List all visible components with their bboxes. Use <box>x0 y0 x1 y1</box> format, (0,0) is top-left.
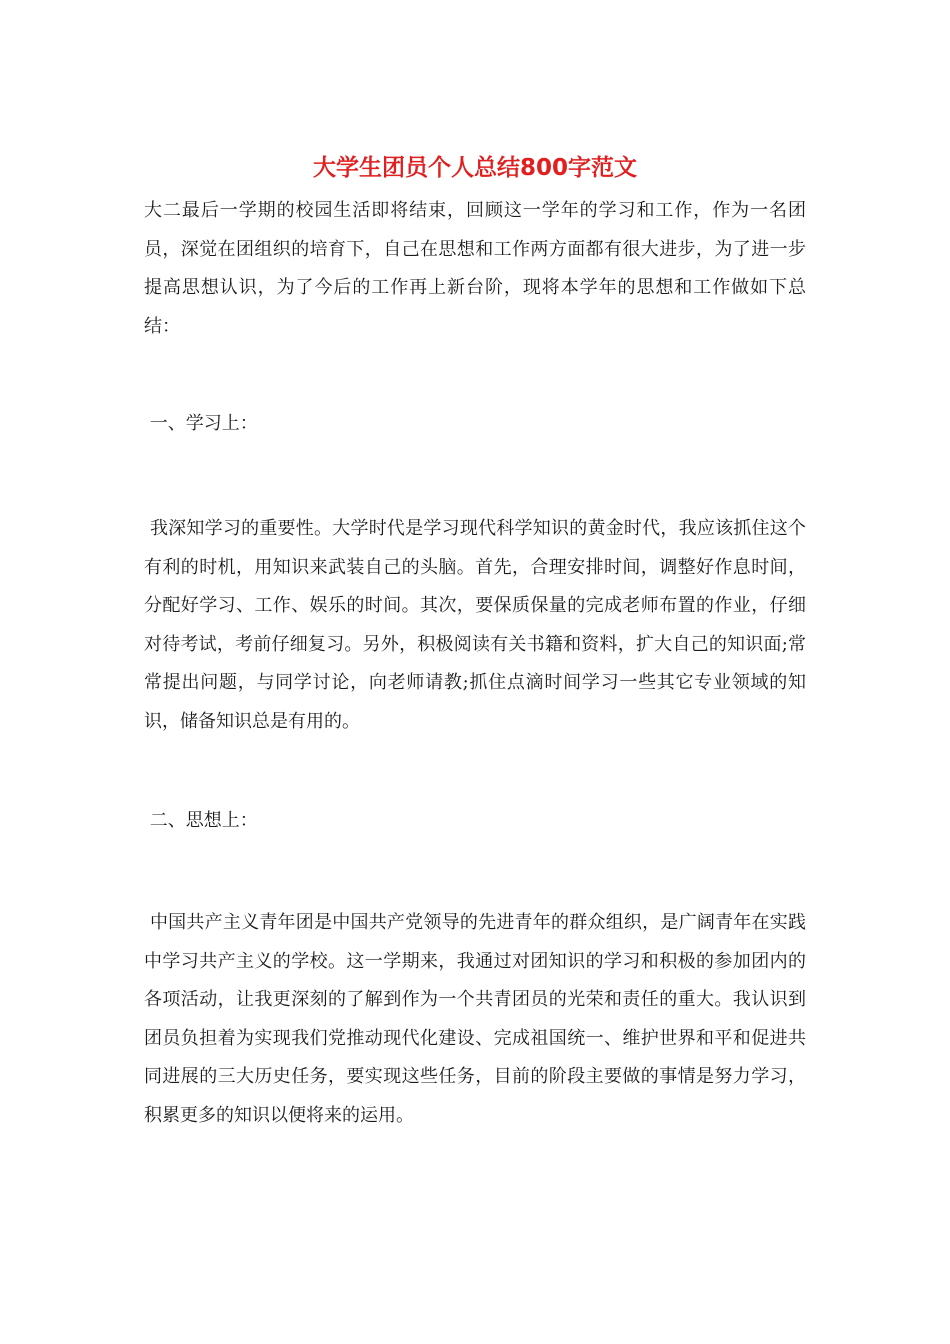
document-title: 大学生团员个人总结800字范文 <box>312 155 637 181</box>
intro-paragraph: 大二最后一学期的校园生活即将结束，回顾这一学年的学习和工作，作为一名团员，深觉在团组织的培育下，自己在思想和工作两方面都有很大进步，为了进一步提高思想认识，为了今后的工作再上新台阶，现将本学年的思想和工作做如下总结： <box>144 200 806 337</box>
section-heading-thought: 二、思想上： <box>144 810 258 831</box>
section-heading-study: 一、学习上： <box>144 413 258 434</box>
section-body-study: 我深知学习的重要性。大学时代是学习现代科学知识的黄金时代，我应该抓住这个有利的时机，用知识来武装自己的头脑。首先，合理安排时间，调整好作息时间，分配好学习、工作、娱乐的时间。其次，要保质保量的完成老师布置的作业，仔细对待考试，考前仔细复习。另外，积极阅读有关书籍和资料，扩大自己的知识面;常常提出问题，与同学讨论，向老师请教;抓住点滴时间学习一些其它专业领域的知识，储备知识总是有用的。 <box>144 518 806 732</box>
section-body-thought: 中国共产主义青年团是中国共产党领导的先进青年的群众组织，是广阔青年在实践中学习共产主义的学校。这一学期来，我通过对团知识的学习和积极的参加团内的各项活动，让我更深刻的了解到作为一个共青团员的光荣和责任的重大。我认识到团员负担着为实现我们党推动现代化建设、完成祖国统一、维护世界和平和促进共同进展的三大历史任务，要实现这些任务，目前的阶段主要做的事情是努力学习，积累更多的知识以便将来的运用。 <box>144 912 806 1126</box>
